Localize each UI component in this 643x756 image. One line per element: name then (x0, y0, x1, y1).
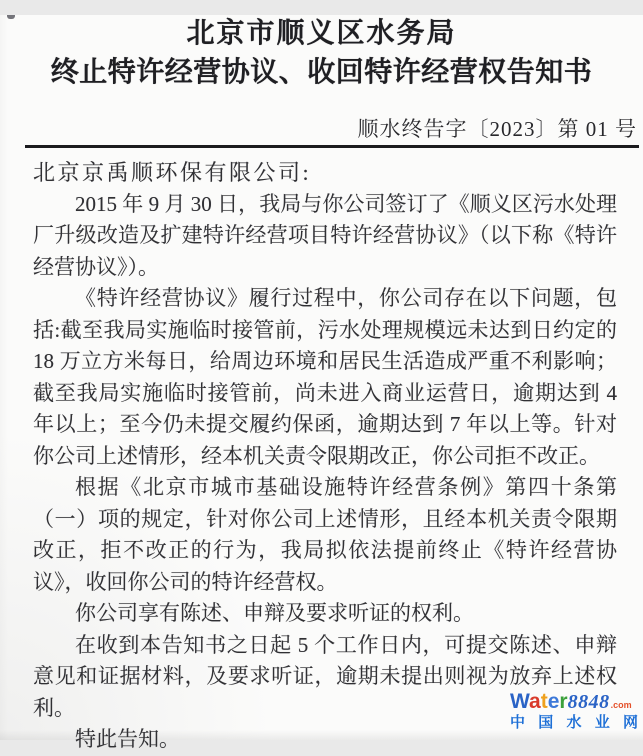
paragraph-signing: 2015 年 9 月 30 日，我局与你公司签订了《顺义区污水处理厂升级改造及扩建特许经营项目特许经营协议》（以下称《特许经营协议》）。 (33, 191, 617, 279)
paragraph-closing: 特此告知。 (75, 727, 180, 751)
watermark-tagline-char: 中 (510, 714, 526, 731)
recipient-line: 北京京禹顺环保有限公司: (33, 160, 312, 185)
watermark-letter: r (559, 690, 568, 713)
watermark-tagline-char: 水 (566, 714, 582, 731)
watermark-tagline-char: 国 (538, 714, 554, 731)
doc-number-rule (25, 113, 639, 148)
watermark-logo (510, 691, 638, 730)
scan-artifact-speck (7, 15, 15, 19)
watermark-tagline-char: 网 (622, 714, 638, 731)
watermark-letter: a (529, 690, 541, 713)
paragraph-problems: 《特许经营协议》履行过程中，你公司存在以下问题，包括:截至我局实施临时接管前，污水处理规模远未达到日约定的 18 万立方米每日，给周边环境和居民生活造成严重不利影响；截至我局实施临时接管前，尚未进入商业运营日，逾期达到 4 年以上；至今仍未提交履约保函，逾期达到 7 年以上等。针对你公司上述情形，经本机关责令限期改正，你公司拒不改正。 (33, 286, 617, 468)
watermark-word (510, 691, 568, 712)
document-title: 终止特许经营协议、收回特许经营权告知书 (50, 57, 593, 88)
issuing-authority-title: 北京市顺义区水务局 (186, 18, 457, 49)
watermark-brand-line (510, 691, 638, 712)
document-body (33, 157, 617, 756)
watermark-tld: .com (610, 700, 632, 710)
watermark-tagline-char: 业 (594, 714, 610, 731)
watermark-tagline (510, 715, 638, 730)
paragraph-rights: 你公司享有陈述、申辩及要求听证的权利。 (75, 601, 474, 625)
scanned-notice-page (0, 15, 643, 751)
paragraph-deadline: 在收到本告知书之日起 5 个工作日内，可提交陈述、申辩意见和证据材料，及要求听证，逾期未提出则视为放弃上述权利。 (33, 632, 617, 720)
watermark-number: 8848 (567, 691, 610, 713)
paragraph-legal-basis: 根据《北京市城市基础设施特许经营条例》第四十条第（一）项的规定，针对你公司上述情形，且经本机关责令限期改正，拒不改正的行为，我局拟依法提前终止《特许经营协议》，收回你公司的特许经营权。 (33, 475, 617, 594)
watermark-letter: e (547, 690, 560, 713)
watermark-letter: t (540, 690, 548, 713)
watermark-letter: W (510, 690, 530, 713)
document-header (0, 15, 643, 93)
doc-number: 顺水终告字〔2023〕第 01 号 (357, 117, 637, 141)
